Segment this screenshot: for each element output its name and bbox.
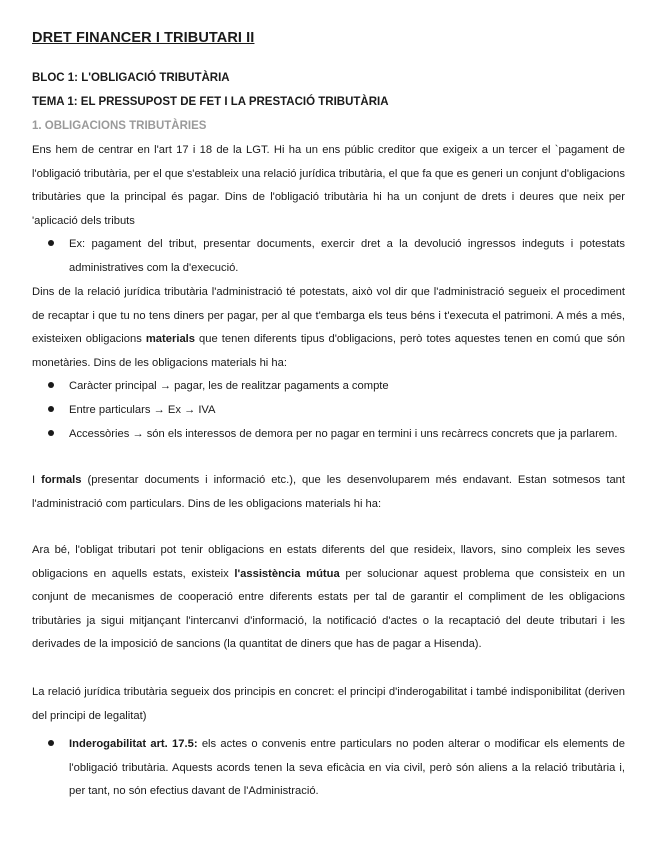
tema-heading: TEMA 1: EL PRESSUPOST DE FET I LA PRESTACIÓ TRIBUTÀRIA: [32, 96, 389, 108]
document-title: DRET FINANCER I TRIBUTARI II: [32, 30, 255, 46]
inderogabilitat-text: els actes o convenis entre particulars no poden alterar o modificar els elements de l'obligació tributària. Aquests acords tenen la seva eficàcia en via civil, però són aliens a la relació tributària i, per tant, no són efectius davant de l'Administració.: [69, 738, 625, 798]
paragraph-principis: La relació jurídica tributària segueix dos principis en concret: el principi d'inderogabilitat i també indisponibilitat (deriven del principi de legalitat): [32, 686, 625, 722]
bullet-dot: [48, 240, 54, 246]
bloc-heading: BLOC 1: L'OBLIGACIÓ TRIBUTÀRIA: [32, 72, 230, 84]
paragraph-formals: [32, 469, 625, 516]
paragraph-formals-text-end: (presentar documents i informació etc.), que les desenvoluparem més endavant. Estan sotmesos tant l'administració com particulars. Dins de les obligacions materials hi ha:: [32, 474, 625, 510]
materials-term: materials: [145, 333, 195, 346]
paragraph-potestats-text: Dins de la relació jurídica tributària l'administració té potestats, això vol dir que l'administració segueix el procediment de recaptar i que tu no tens diners per pagar, per al que t'embarga els teus béns i t'executa el patrimoni. A més a més, existeixen obligacions: [32, 286, 625, 346]
bullet-dot: [48, 382, 54, 388]
paragraph-potestats: [32, 281, 625, 375]
bullet-item-inderogabilitat: [69, 733, 625, 804]
bullet-item-particulars: Entre particulars → Ex → IVA: [69, 404, 216, 416]
bullet-item-examples: Ex: pagament del tribut, presentar documents, exercir dret a la devolució ingressos indeguts i potestats administratives com la d'execució.: [69, 238, 625, 274]
paragraph-formals-text: I: [32, 474, 42, 486]
paragraph-assistencia-text-end: per solucionar aquest problema que consisteix en un conjunt de mecanismes de cooperació entre diferents estats per tal de garantir el compliment de les obligacions tributàries ja sigui mitjançant l'intercanvi d'informació, la notificació d'actes o la recaptació del deute tributari i les derivades de la imposició de sancions (la quantitat de diners que has de pagar a Hisenda).: [32, 567, 625, 651]
section-heading: 1. OBLIGACIONS TRIBUTÀRIES: [32, 120, 207, 132]
bullet-item-accessories: Accessòries → són els interessos de demora per no pagar en termini i uns recàrrecs concrets que ja parlarem.: [69, 428, 618, 440]
bullet-dot: [48, 740, 54, 746]
formals-term: formals: [41, 474, 82, 486]
assistencia-term: l'assistència mútua: [234, 567, 340, 580]
bullet-dot: [48, 406, 54, 412]
paragraph-intro: Ens hem de centrar en l'art 17 i 18 de la LGT. Hi ha un ens públic creditor que exigeix a un tercer el `pagament de l'obligació tributària, per el que s'estableix una relació jurídica tributària, el que fa que es generi un conjunt d'obligacions tributàries que la principal és pagar. Dins de l'obligació tributària hi ha un conjunt de drets i deures que neix per 'aplicació dels tributs: [32, 144, 625, 227]
bullet-dot: [48, 430, 54, 436]
paragraph-assistencia-text: Ara bé, l'obligat tributari pot tenir obligacions en estats diferents del que resideix, llavors, sino compleix les seves obligacions en aquells estats, existeix: [32, 544, 625, 580]
paragraph-assistencia: [32, 539, 625, 657]
paragraph-potestats-text-end: que tenen diferents tipus d'obligacions, però totes aquestes tenen en comú que són monetàries. Dins de les obligacions materials hi ha:: [32, 333, 625, 369]
inderogabilitat-term: Inderogabilitat art. 17.5:: [69, 738, 198, 750]
bullet-item-principal: Caràcter principal → pagar, les de realitzar pagaments a compte: [69, 380, 389, 392]
